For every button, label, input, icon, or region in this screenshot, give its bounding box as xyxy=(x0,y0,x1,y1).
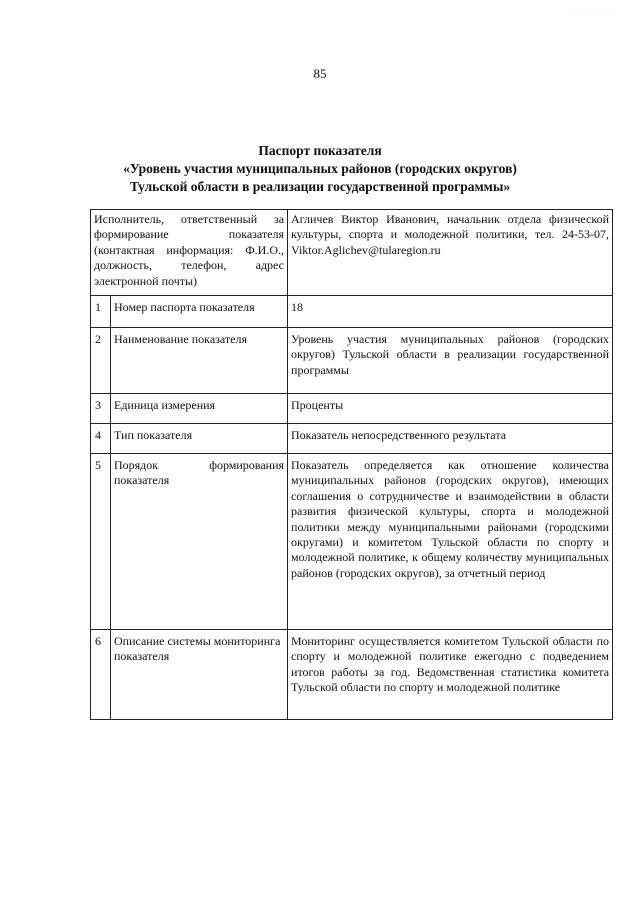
table-row xyxy=(91,394,613,424)
row-value: Мониторинг осуществляется комитетом Тульской области по спорту и молодежной политике ежегодно с подведением итогов работы за год. Ведомственная статистика комитета Тульской области по спорту и молодежной политике xyxy=(288,630,613,720)
table-row xyxy=(91,296,613,328)
title-line-2: «Уровень участия муниципальных районов (городских округов) xyxy=(123,161,517,176)
document-title xyxy=(40,142,600,196)
row-number: 5 xyxy=(91,454,111,630)
table-row-executor xyxy=(91,210,613,296)
page-number: 85 xyxy=(313,66,327,81)
row-number: 4 xyxy=(91,424,111,454)
row-value: Проценты xyxy=(288,394,613,424)
title-line-3: Тульской области в реализации государственной программы» xyxy=(129,179,511,194)
row-number: 6 xyxy=(91,630,111,720)
row-value: Показатель определяется как отношение количества муниципальных районов (городских округов), имеющих соглашения о сотрудничестве и взаимодействии в области развития физической культуры, спорта и молодежной политики между муниципальными районами (городскими округами) и комитетом Тульской области по спорту и молодежной политике, к общему количеству муниципальных районов (городских округов), за отчетный период xyxy=(288,454,613,630)
table-row xyxy=(91,454,613,630)
table-row xyxy=(91,424,613,454)
row-label: Единица измерения xyxy=(111,394,288,424)
row-label: Номер паспорта показателя xyxy=(111,296,288,328)
row-label: Описание системы мониторинга показателя xyxy=(111,630,288,720)
table-row xyxy=(91,630,613,720)
row-value: Уровень участия муниципальных районов (городских округов) Тульской области в реализации государственной программы xyxy=(288,328,613,394)
scan-artifact-mark: · · · · · · · xyxy=(569,10,618,16)
row-number: 1 xyxy=(91,296,111,328)
row-label: Тип показателя xyxy=(111,424,288,454)
row-label: Наименование показателя xyxy=(111,328,288,394)
title-line-1: Паспорт показателя xyxy=(258,143,382,158)
table-row xyxy=(91,328,613,394)
row-value: 18 xyxy=(288,296,613,328)
row-label: Порядок формирования показателя xyxy=(111,454,288,630)
row-value: Показатель непосредственного результата xyxy=(288,424,613,454)
executor-label-cell xyxy=(91,210,288,296)
row-number: 2 xyxy=(91,328,111,394)
executor-label: Исполнитель, ответственный за формирование показателя (контактная информация: Ф.И.О., должность, телефон, адрес электронной почты) xyxy=(94,212,285,288)
executor-value-cell xyxy=(288,210,613,296)
indicator-passport-table xyxy=(90,209,613,720)
executor-contact: Агличев Виктор Иванович, начальник отдела физической культуры, спорта и молодежной политики, тел. 24-53-07, xyxy=(291,212,610,242)
executor-email: Viktor.Aglichev@tularegion.ru xyxy=(291,242,441,257)
row-number: 3 xyxy=(91,394,111,424)
